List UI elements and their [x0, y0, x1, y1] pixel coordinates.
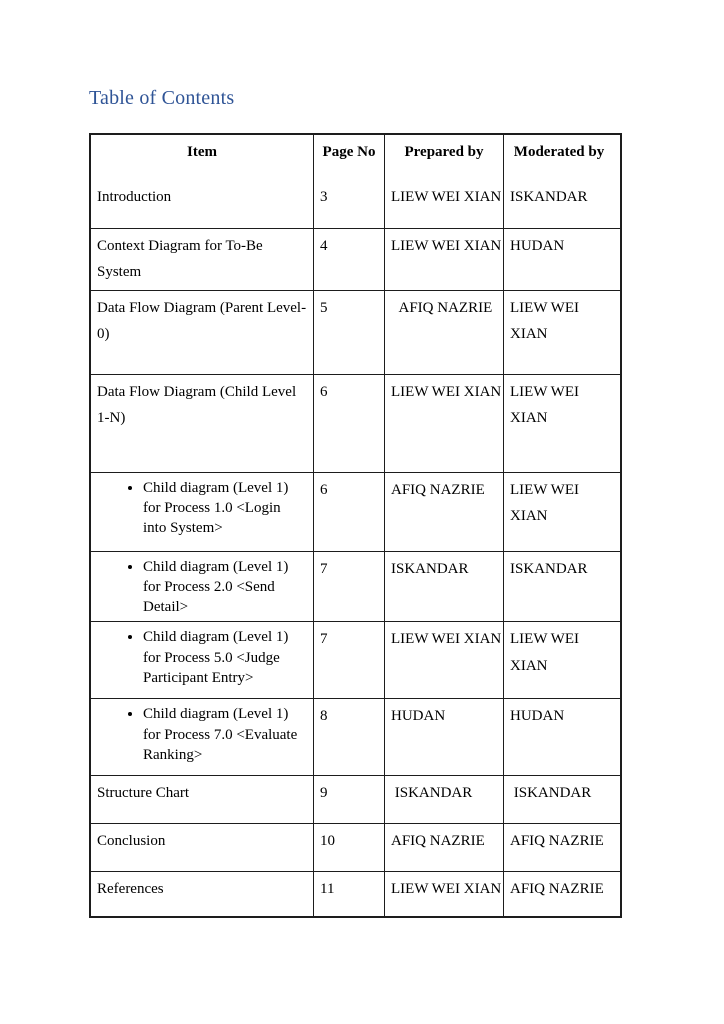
table-row — [91, 472, 620, 551]
prepared-by-cell: LIEW WEI XIAN — [385, 180, 504, 228]
moderated-by-cell: LIEW WEI XIAN — [510, 481, 580, 524]
prepared-by-cell: LIEW WEI XIAN — [385, 872, 504, 916]
moderated-by-cell: LIEW WEI XIAN — [510, 631, 580, 674]
prepared-by-cell: LIEW WEI XIAN — [385, 375, 504, 472]
item-cell — [91, 473, 314, 551]
page-no-cell: 8 — [314, 699, 385, 775]
moderated-by-cell: AFIQ NAZRIE — [510, 881, 604, 898]
table-row — [91, 621, 620, 698]
item-cell: References — [91, 872, 314, 916]
table-row — [91, 290, 620, 374]
page-title: Table of Contents — [89, 87, 235, 109]
bullet-item: • Child diagram (Level 1) for Process 7.0 <Evaluate Ranking> — [143, 703, 307, 765]
page-no-cell: 3 — [314, 180, 385, 228]
table-row — [91, 551, 620, 622]
toc-table — [89, 133, 622, 918]
page-no-cell: 6 — [314, 473, 385, 551]
item-cell: Data Flow Diagram (Child Level 1-N) — [91, 375, 314, 472]
moderated-by-cell: LIEW WEI XIAN — [510, 383, 580, 426]
item-cell: Data Flow Diagram (Parent Level-0) — [91, 291, 314, 374]
bullet-item: • Child diagram (Level 1) for Process 2.0 <Send Detail> — [143, 556, 307, 618]
bullet-item: • Child diagram (Level 1) for Process 5.0 <Judge Participant Entry> — [143, 626, 307, 688]
prepared-by-cell: LIEW WEI XIAN — [385, 622, 504, 698]
moderated-by-cell: ISKANDAR — [510, 189, 588, 205]
page-no-cell: 5 — [314, 291, 385, 374]
header-page-no: Page No — [314, 135, 385, 180]
moderated-by-cell: ISKANDAR — [510, 560, 588, 577]
item-cell — [91, 622, 314, 698]
table-row — [91, 775, 620, 823]
bullet-list — [97, 703, 307, 765]
item-cell: Introduction — [91, 180, 314, 228]
table-row — [91, 374, 620, 472]
moderated-by-cell: HUDAN — [510, 708, 565, 725]
table-row — [91, 180, 620, 228]
item-cell — [91, 699, 314, 775]
item-cell: Context Diagram for To-Be System — [91, 229, 314, 290]
prepared-by-cell: AFIQ NAZRIE — [385, 824, 504, 871]
table-header-row — [91, 135, 620, 180]
table-row — [91, 871, 620, 916]
moderated-by-cell: ISKANDAR — [510, 785, 592, 802]
page-no-cell: 7 — [314, 552, 385, 622]
header-moderated: Moderated by — [513, 144, 605, 160]
prepared-by-cell: ISKANDAR — [385, 552, 504, 622]
prepared-by-cell: AFIQ NAZRIE — [385, 291, 504, 374]
moderated-by-cell: LIEW WEI XIAN — [510, 299, 580, 342]
page-no-cell: 11 — [314, 872, 385, 916]
bullet-list — [97, 556, 307, 618]
table-row — [91, 698, 620, 775]
moderated-by-cell: AFIQ NAZRIE — [510, 833, 604, 850]
page-no-cell: 9 — [314, 776, 385, 823]
item-cell: Structure Chart — [91, 776, 314, 823]
table-row — [91, 228, 620, 290]
page-no-cell: 4 — [314, 229, 385, 290]
header-item: Item — [91, 135, 314, 180]
page-no-cell: 10 — [314, 824, 385, 871]
prepared-by-cell: LIEW WEI XIAN — [385, 229, 504, 290]
table-row — [91, 823, 620, 871]
header-prepared: Prepared by — [385, 135, 504, 180]
table-body — [91, 180, 620, 916]
bullet-list — [97, 626, 307, 688]
page-no-cell: 7 — [314, 622, 385, 698]
bullet-item: • Child diagram (Level 1) for Process 1.0 <Login into System> — [143, 477, 307, 539]
item-cell: Conclusion — [91, 824, 314, 871]
moderated-by-cell: HUDAN — [510, 238, 565, 254]
item-cell — [91, 552, 314, 622]
prepared-by-cell: HUDAN — [385, 699, 504, 775]
prepared-by-cell: ISKANDAR — [385, 776, 504, 823]
page-no-cell: 6 — [314, 375, 385, 472]
bullet-list — [97, 477, 307, 539]
prepared-by-cell: AFIQ NAZRIE — [385, 473, 504, 551]
